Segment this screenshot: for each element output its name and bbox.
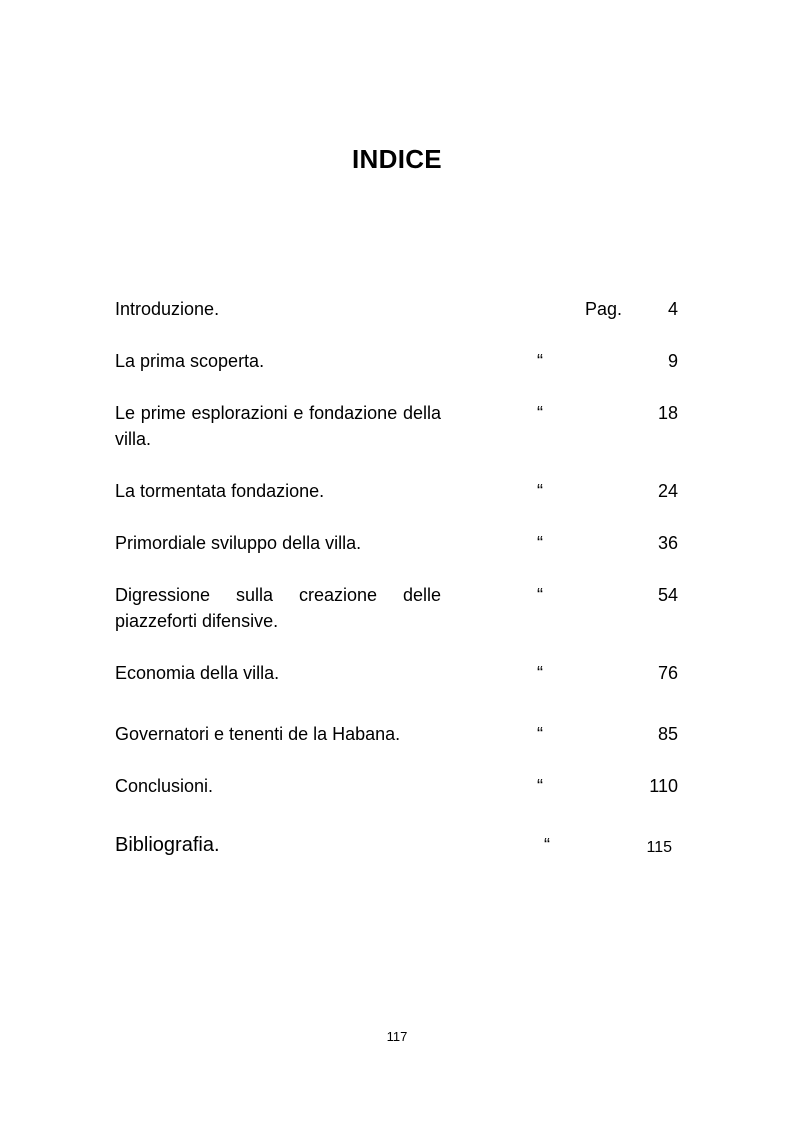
toc-entry-page: 115 (646, 839, 672, 856)
toc-entry-label: Bibliografia. (115, 834, 220, 856)
toc-entry-ditto-mark: “ (537, 663, 543, 683)
toc-entry-page: 24 (657, 481, 678, 501)
toc-entry-digressione (0, 582, 794, 642)
toc-entry-ditto-mark: “ (537, 481, 543, 501)
toc-entry-ditto-mark: “ (537, 776, 543, 796)
toc-entry-economia (0, 660, 794, 720)
toc-entry-ditto-mark: “ (537, 403, 543, 423)
toc-entry-label: Introduzione. (115, 299, 220, 319)
toc-entry-label: Primordiale sviluppo della villa. (115, 533, 362, 553)
page-number: 117 (386, 1029, 408, 1044)
toc-entry-introduzione (0, 296, 794, 356)
toc-entry-ditto-mark: “ (544, 835, 550, 855)
toc-entry-conclusioni (0, 773, 794, 833)
toc-entry-label: La prima scoperta. (115, 351, 265, 371)
toc-entry-prima-scoperta (0, 348, 794, 408)
toc-entry-label: Le prime esplorazioni e fondazione della villa. (115, 403, 441, 449)
toc-entry-label: Conclusioni. (115, 776, 214, 796)
toc-entry-page: 85 (657, 724, 678, 744)
toc-entry-label: Economia della villa. (115, 663, 280, 683)
toc-entry-page: 9 (667, 351, 678, 371)
toc-entry-page: 36 (657, 533, 678, 553)
toc-entry-page: 54 (657, 585, 678, 605)
toc-entry-page: 76 (657, 663, 678, 683)
toc-entry-page: 18 (657, 403, 678, 423)
toc-entry-bibliografia (0, 832, 794, 892)
toc-entry-page-prefix: Pag. (585, 299, 623, 319)
toc-entry-ditto-mark: “ (537, 533, 543, 553)
toc-entry-governatori (0, 721, 794, 781)
toc-entry-ditto-mark: “ (537, 351, 543, 371)
toc-entry-ditto-mark: “ (537, 724, 543, 744)
toc-entry-prime-esplorazioni (0, 400, 794, 460)
toc-entry-page: 4 (667, 299, 678, 319)
toc-entry-ditto-mark: “ (537, 585, 543, 605)
toc-entry-primordiale-sviluppo (0, 530, 794, 590)
toc-entry-label: Digressione sulla creazione delle piazzeforti difensive. (115, 585, 441, 631)
toc-entry-label: Governatori e tenenti de la Habana. (115, 724, 401, 744)
page-title: INDICE (352, 144, 442, 174)
toc-entry-tormentata-fondazione (0, 478, 794, 538)
toc-entry-label: La tormentata fondazione. (115, 481, 325, 501)
toc-entry-page: 110 (649, 776, 678, 796)
